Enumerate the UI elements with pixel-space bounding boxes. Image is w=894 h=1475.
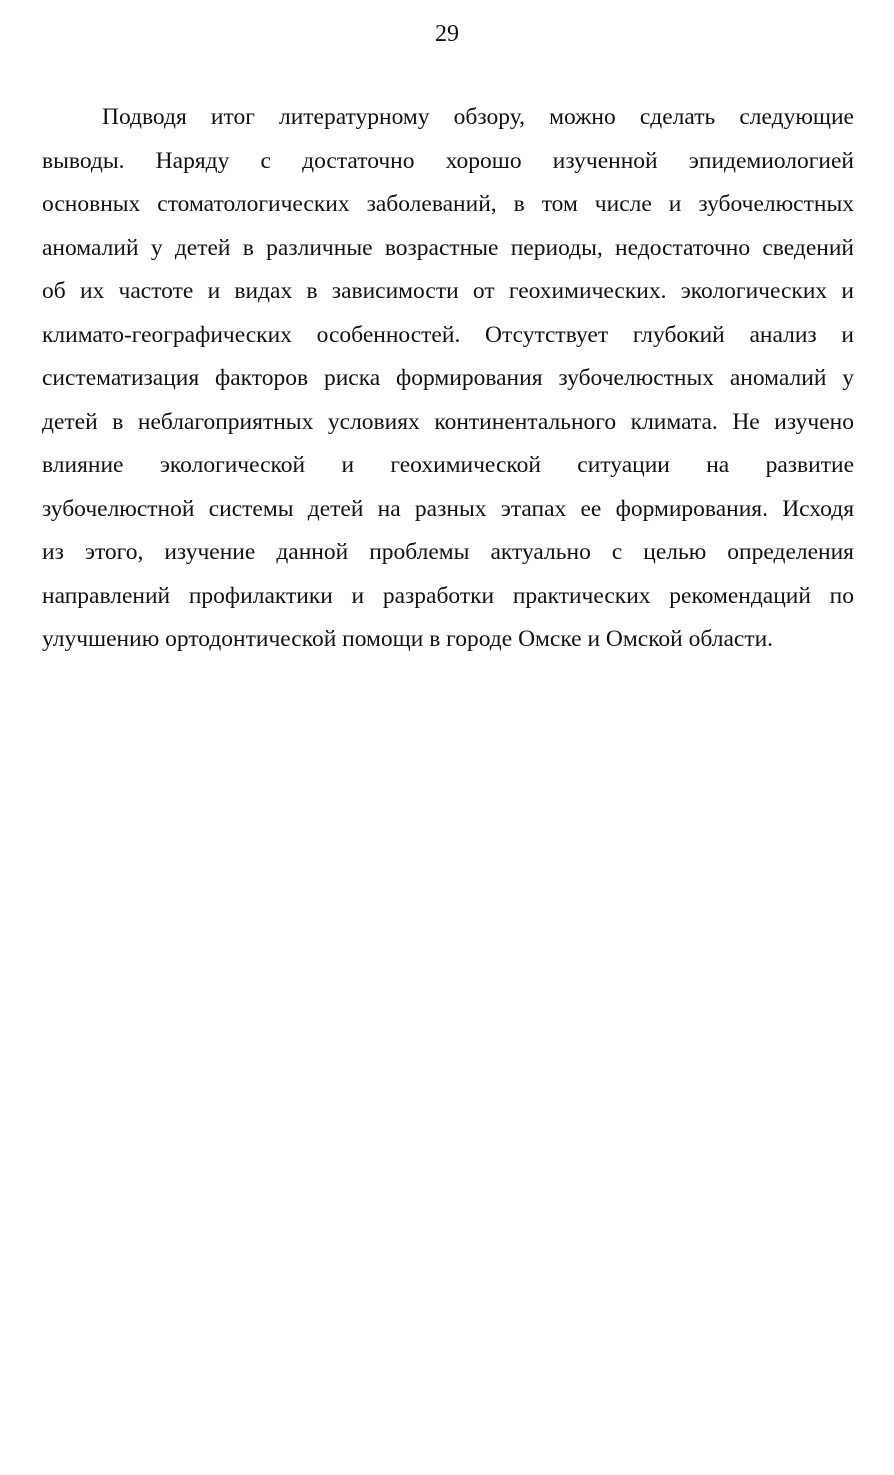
paragraph-line-last: улучшению ортодонтической помощи в городе Омске и Омской области. bbox=[42, 626, 774, 652]
paragraph-line: основных стоматологических заболеваний, в том числе и зубочелюстных bbox=[42, 191, 854, 217]
paragraph-line: об их частоте и видах в зависимости от геохимических. экологических и bbox=[42, 278, 854, 304]
paragraph-line: из этого, изучение данной проблемы актуально с целью определения bbox=[42, 539, 854, 565]
paragraph-line: влияние экологической и геохимической ситуации на развитие bbox=[42, 452, 854, 478]
paragraph-line: выводы. Наряду с достаточно хорошо изученной эпидемиологией bbox=[42, 147, 854, 174]
paragraph-line: детей в неблагоприятных условиях континентального климата. Не изучено bbox=[42, 408, 854, 435]
paragraph-line: климато-географических особенностей. Отсутствует глубокий анализ и bbox=[42, 321, 854, 348]
conclusion-paragraph bbox=[42, 96, 854, 662]
page-number: 29 bbox=[435, 21, 459, 47]
paragraph-line: аномалий у детей в различные возрастные периоды, недостаточно сведений bbox=[42, 234, 854, 261]
paragraph-line: зубочелюстной системы детей на разных этапах ее формирования. Исходя bbox=[42, 495, 854, 522]
paragraph-line: направлений профилактики и разработки практических рекомендаций по bbox=[42, 582, 854, 609]
paragraph-line: Подводя итог литературному обзору, можно сделать следующие bbox=[102, 104, 854, 130]
paragraph-line: систематизация факторов риска формирования зубочелюстных аномалий у bbox=[42, 365, 854, 391]
